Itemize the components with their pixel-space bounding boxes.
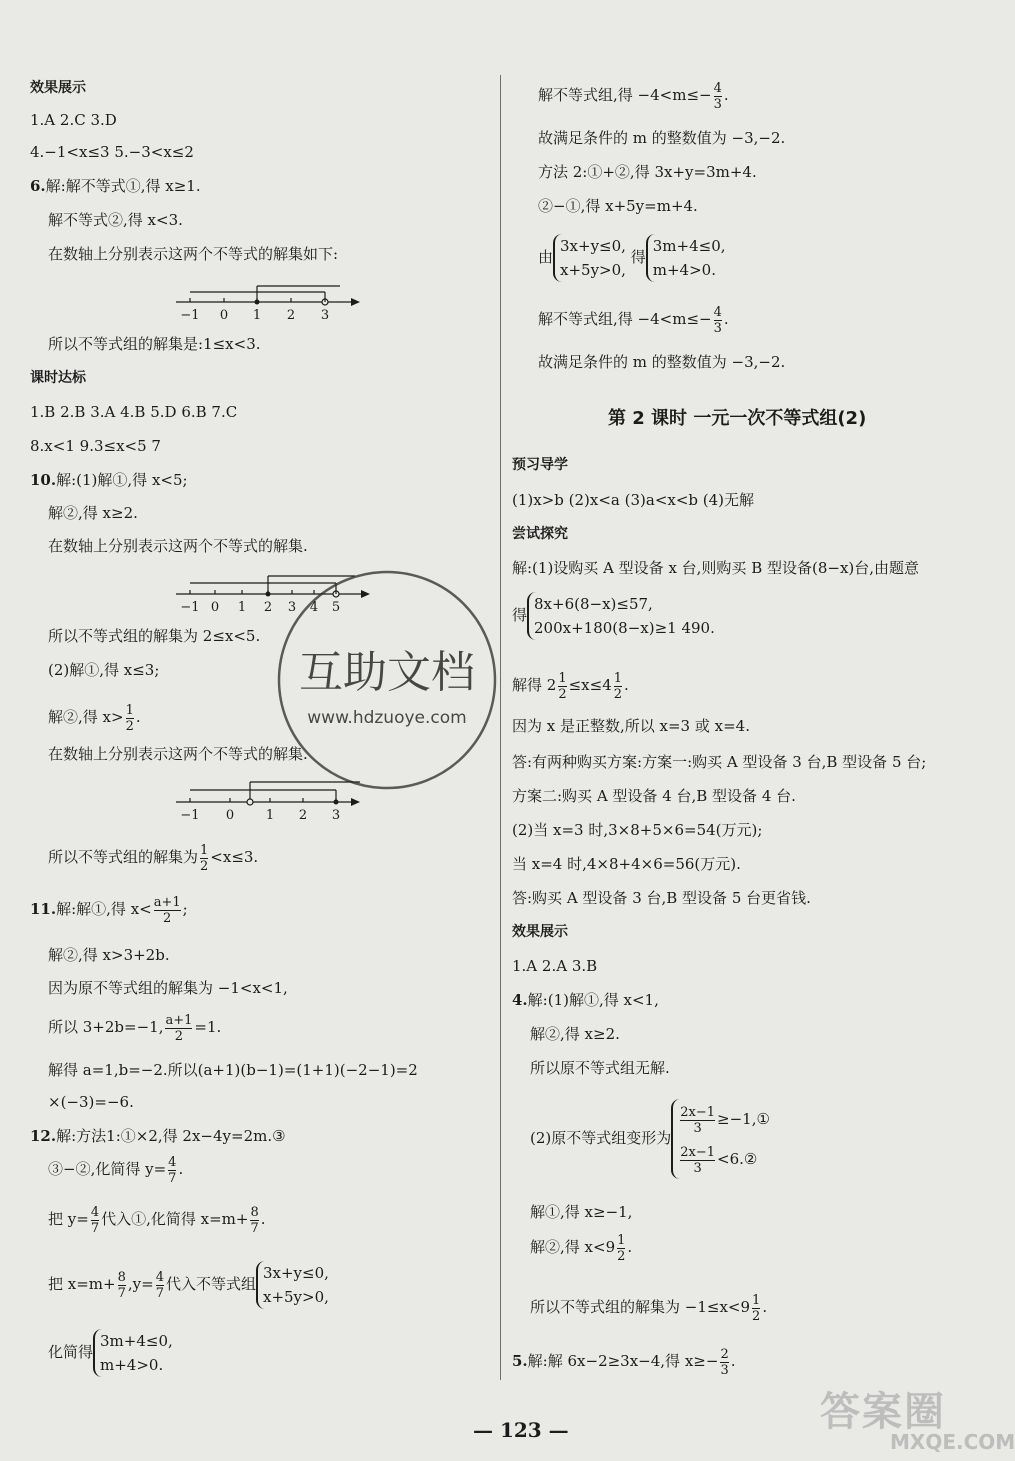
number-line-tick-label: 1 [237, 600, 247, 615]
explore-line-6: 方案二:购买 A 型设备 4 台,B 型设备 4 台. [512, 787, 796, 805]
question-number: 11. [30, 900, 57, 918]
fraction: $\frac{8}{7}$ [250, 1204, 259, 1236]
q4-text-a: 解:(1)解①,得 x<1, [527, 991, 659, 1009]
fraction: $\frac{1}{2}$ [752, 1292, 761, 1324]
corner-logo-title: 答案圈 [820, 1389, 946, 1435]
number-line-tick-label: 4 [309, 600, 319, 615]
fraction: $\frac{1}{2}$ [613, 670, 623, 702]
answers-4-5: 4.−1<x≤3 5.−3<x≤2 [30, 143, 194, 161]
q12-line-5 [48, 1325, 173, 1379]
q5-text-a: 解:解 6x−2≥3x−4,得 x≥− [527, 1352, 719, 1370]
section-heading-class: 课时达标 [30, 370, 86, 386]
number-line-tick-label: 0 [219, 308, 229, 323]
q4-line-7: 所以不等式组的解集为 −1≤x<9 $\frac{1}{2}$ . [530, 1292, 768, 1324]
q4-line-4 [530, 1098, 770, 1179]
number-line-tick-label: 3 [320, 308, 330, 323]
fraction: $\frac{a+1}{2}$ [165, 1012, 193, 1044]
fraction: $\frac{2x-1}{3}$ [680, 1104, 716, 1136]
section-heading-explore: 尝试探究 [512, 526, 568, 542]
number-line-tick-label: 2 [298, 808, 308, 823]
fraction: $\frac{1}{2}$ [200, 842, 209, 874]
q12-line-4 [48, 1257, 329, 1311]
q12-text-b: ③−②,化简得 y= [48, 1160, 167, 1178]
q12-text-e: 化简得 [48, 1343, 94, 1361]
q11-line-3: 因为原不等式组的解集为 −1<x<1, [48, 979, 288, 997]
fraction: $\frac{4}{7}$ [90, 1204, 100, 1236]
explore-line-8: 当 x=4 时,4×8+4×6=56(万元). [512, 855, 741, 873]
number-line-tick-label: 5 [331, 600, 341, 615]
explore-line-7: (2)当 x=3 时,3×8+5×6=54(万元); [512, 821, 763, 839]
number-line-tick-label: 1 [252, 308, 262, 323]
question-number: 12. [30, 1127, 57, 1145]
question-number: 4. [512, 991, 528, 1009]
answers-1-3: 1.A 2.C 3.D [30, 111, 117, 129]
r5-text-a: 由 [538, 248, 554, 266]
number-line-tick-label: 2 [263, 600, 273, 615]
fraction: $\frac{8}{7}$ [117, 1269, 126, 1301]
q10-line-2: 解②,得 x≥2. [48, 504, 138, 522]
q10-line-7: 在数轴上分别表示这两个不等式的解集. [48, 745, 308, 763]
number-line-tick-label: 2 [286, 308, 296, 323]
q12-text-c: 把 y= [48, 1210, 89, 1228]
number-line-tick-label: 0 [210, 600, 220, 615]
fraction: $\frac{4}{3}$ [713, 80, 722, 112]
q12-line-1 [30, 1126, 286, 1146]
q12-line-2: ③−②,化简得 y= $\frac{4}{7}$ . [48, 1154, 184, 1186]
fraction: $\frac{4}{3}$ [713, 304, 722, 336]
q12-text-d3: 代入不等式组 [165, 1275, 256, 1293]
q11-line-5: 解得 a=1,b=−2.所以(a+1)(b−1)=(1+1)(−2−1)=2 [48, 1061, 418, 1079]
q10-text-h: 所以不等式组的解集为 [48, 848, 199, 866]
r6-text: 解不等式组,得 −4<m≤− [538, 310, 712, 328]
watermark-stamp [262, 555, 512, 805]
question-number: 5. [512, 1352, 528, 1370]
r10-text-b: ≤x≤4 [568, 676, 612, 694]
q11-text-d2: =1. [194, 1018, 222, 1036]
q4-line-2: 解②,得 x≥2. [530, 1025, 620, 1043]
effect-answers: 1.A 2.A 3.B [512, 957, 598, 975]
q11-line-1: 11.解:解①,得 x< $\frac{a+1}{2}$ ; [30, 894, 188, 926]
inequality-system: 3m+4≤0, m+4>0. [646, 234, 726, 282]
r5-text-b: 得 [630, 248, 646, 266]
preview-answers: (1)x>b (2)x<a (3)a<x<b (4)无解 [512, 491, 755, 509]
watermark-url: www.hdzuoye.com [307, 708, 467, 728]
inequality-system: 3x+y≤0, x+5y>0, [553, 234, 626, 282]
q4-line-5: 解①,得 x≥−1, [530, 1203, 633, 1221]
q4-line-3: 所以原不等式组无解. [530, 1059, 670, 1077]
q12-text-c2: 代入①,化简得 x=m+ [101, 1210, 249, 1228]
q10-text-a: 解:(1)解①,得 x<5; [56, 471, 188, 489]
fraction: $\frac{1}{2}$ [125, 702, 134, 734]
q4-text-g: 所以不等式组的解集为 −1≤x<9 [530, 1298, 751, 1316]
q10-line-6: 解②,得 x> $\frac{1}{2}$ . [48, 702, 141, 734]
right-line-6: 解不等式组,得 −4<m≤− $\frac{4}{3}$ . [538, 304, 729, 336]
lesson-title: 第 2 课时 一元一次不等式组(2) [608, 408, 867, 429]
number-line-tick-label: −1 [180, 808, 200, 823]
explore-line-1: 解:(1)设购买 A 型设备 x 台,则购买 B 型设备(8−x)台,由题意 [512, 559, 920, 577]
inequality-system: 8x+6(8−x)≤57, 200x+180(8−x)≥1 490. [527, 592, 715, 640]
inequality-system: $\frac{2x-1}{3}$ ≥−1,① $\frac{2x-1}{3}$ <6.② [671, 1099, 770, 1179]
q10-line-8 [48, 840, 258, 874]
fraction: $\frac{a+1}{2}$ [153, 894, 181, 926]
right-line-2: 故满足条件的 m 的整数值为 −3,−2. [538, 129, 786, 147]
q11-text-d: 所以 3+2b=−1, [48, 1018, 164, 1036]
q10-line-4: 所以不等式组的解集为 2≤x<5. [48, 627, 261, 645]
right-line-3: 方法 2:①+②,得 3x+y=3m+4. [538, 163, 757, 181]
fraction: $\frac{1}{2}$ [617, 1232, 626, 1264]
number-line-tick-label: −1 [180, 308, 200, 323]
q10-line-1 [30, 470, 188, 490]
section-heading-effect: 效果展示 [30, 80, 86, 96]
corner-logo-url: MXQE.COM [890, 1430, 1015, 1454]
q10-text-f: 解②,得 x> [48, 708, 124, 726]
q4-text-f: 解②,得 x<9 [530, 1238, 616, 1256]
q6-line-3: 在数轴上分别表示这两个不等式的解集如下: [48, 245, 339, 263]
fraction: $\frac{4}{7}$ [155, 1269, 164, 1301]
q10-line-5: (2)解①,得 x≤3; [48, 661, 160, 679]
r1-text: 解不等式组,得 −4<m≤− [538, 86, 712, 104]
explore-line-9: 答:购买 A 型设备 3 台,B 型设备 5 台更省钱. [512, 889, 811, 907]
section-heading-preview: 预习导学 [512, 457, 568, 473]
q4-line-6: 解②,得 x<9 $\frac{1}{2}$ . [530, 1232, 633, 1264]
q12-line-3: 把 y= $\frac{4}{7}$ 代入①,化简得 x=m+ $\frac{8}{7}$ . [48, 1204, 266, 1236]
explore-line-5: 答:有两种购买方案:方案一:购买 A 型设备 3 台,B 型设备 5 台; [512, 753, 927, 771]
number-line-tick-label: 0 [225, 808, 235, 823]
q6-text-a: 解:解不等式①,得 x≥1. [45, 177, 201, 195]
corner-logo [820, 1380, 1015, 1458]
explore-line-3: 解得 2 $\frac{1}{2}$ ≤x≤4 $\frac{1}{2}$ . [512, 670, 629, 702]
q5-line-1: 5.解:解 6x−2≥3x−4,得 x≥− $\frac{2}{3}$ . [512, 1346, 736, 1378]
fraction: $\frac{1}{2}$ [558, 670, 567, 702]
answers-8-9: 8.x<1 9.3≤x<5 7 [30, 437, 161, 455]
q10-line-3: 在数轴上分别表示这两个不等式的解集. [48, 537, 308, 555]
r9-text: 得 [512, 606, 528, 624]
number-line-tick-label: 1 [265, 808, 275, 823]
explore-line-4: 因为 x 是正整数,所以 x=3 或 x=4. [512, 717, 750, 735]
right-line-7: 故满足条件的 m 的整数值为 −3,−2. [538, 353, 786, 371]
q10-text-h2: <x≤3. [210, 848, 259, 866]
question-number: 10. [30, 471, 57, 489]
answers-1-7: 1.B 2.B 3.A 4.B 5.D 6.B 7.C [30, 403, 238, 421]
q11-line-4 [48, 1010, 221, 1044]
right-line-4: ②−①,得 x+5y=m+4. [538, 197, 698, 215]
q12-text-d2: ,y= [127, 1275, 154, 1293]
section-heading-effect-2: 效果展示 [512, 924, 568, 940]
question-number: 6. [30, 177, 46, 195]
q4-text-d: (2)原不等式组变形为 [530, 1129, 672, 1147]
q11-line-6: ×(−3)=−6. [48, 1093, 134, 1111]
fraction: $\frac{2}{3}$ [720, 1346, 729, 1378]
right-line-5 [538, 230, 726, 284]
inequality-system: 3m+4≤0, m+4>0. [93, 1329, 173, 1377]
q6-conclusion: 所以不等式组的解集是:1≤x<3. [48, 335, 261, 353]
number-line-tick-label: −1 [180, 600, 200, 615]
r10-text-a: 解得 2 [512, 676, 557, 694]
fraction: $\frac{4}{7}$ [168, 1154, 177, 1186]
explore-line-2 [512, 588, 715, 642]
fraction: $\frac{2x-1}{3}$ [680, 1144, 716, 1176]
q11-line-2: 解②,得 x>3+2b. [48, 946, 170, 964]
q12-text-d: 把 x=m+ [48, 1275, 116, 1293]
q4-line-1 [512, 990, 659, 1010]
watermark-title: 互助文档 [299, 647, 475, 698]
q12-text-a: 解:方法1:①×2,得 2x−4y=2m.③ [56, 1127, 286, 1145]
q11-text-a: 解:解①,得 x< [56, 900, 152, 918]
inequality-system: 3x+y≤0, x+5y>0, [256, 1261, 329, 1309]
number-line-q6 [170, 278, 370, 326]
number-line-tick-label: 3 [331, 808, 341, 823]
right-line-1: 解不等式组,得 −4<m≤− $\frac{4}{3}$ . [538, 80, 729, 112]
number-line-tick-label: 3 [287, 600, 297, 615]
page-number: — 123 — [473, 1418, 569, 1442]
q6-line-1 [30, 176, 201, 196]
q6-line-2: 解不等式②,得 x<3. [48, 211, 183, 229]
